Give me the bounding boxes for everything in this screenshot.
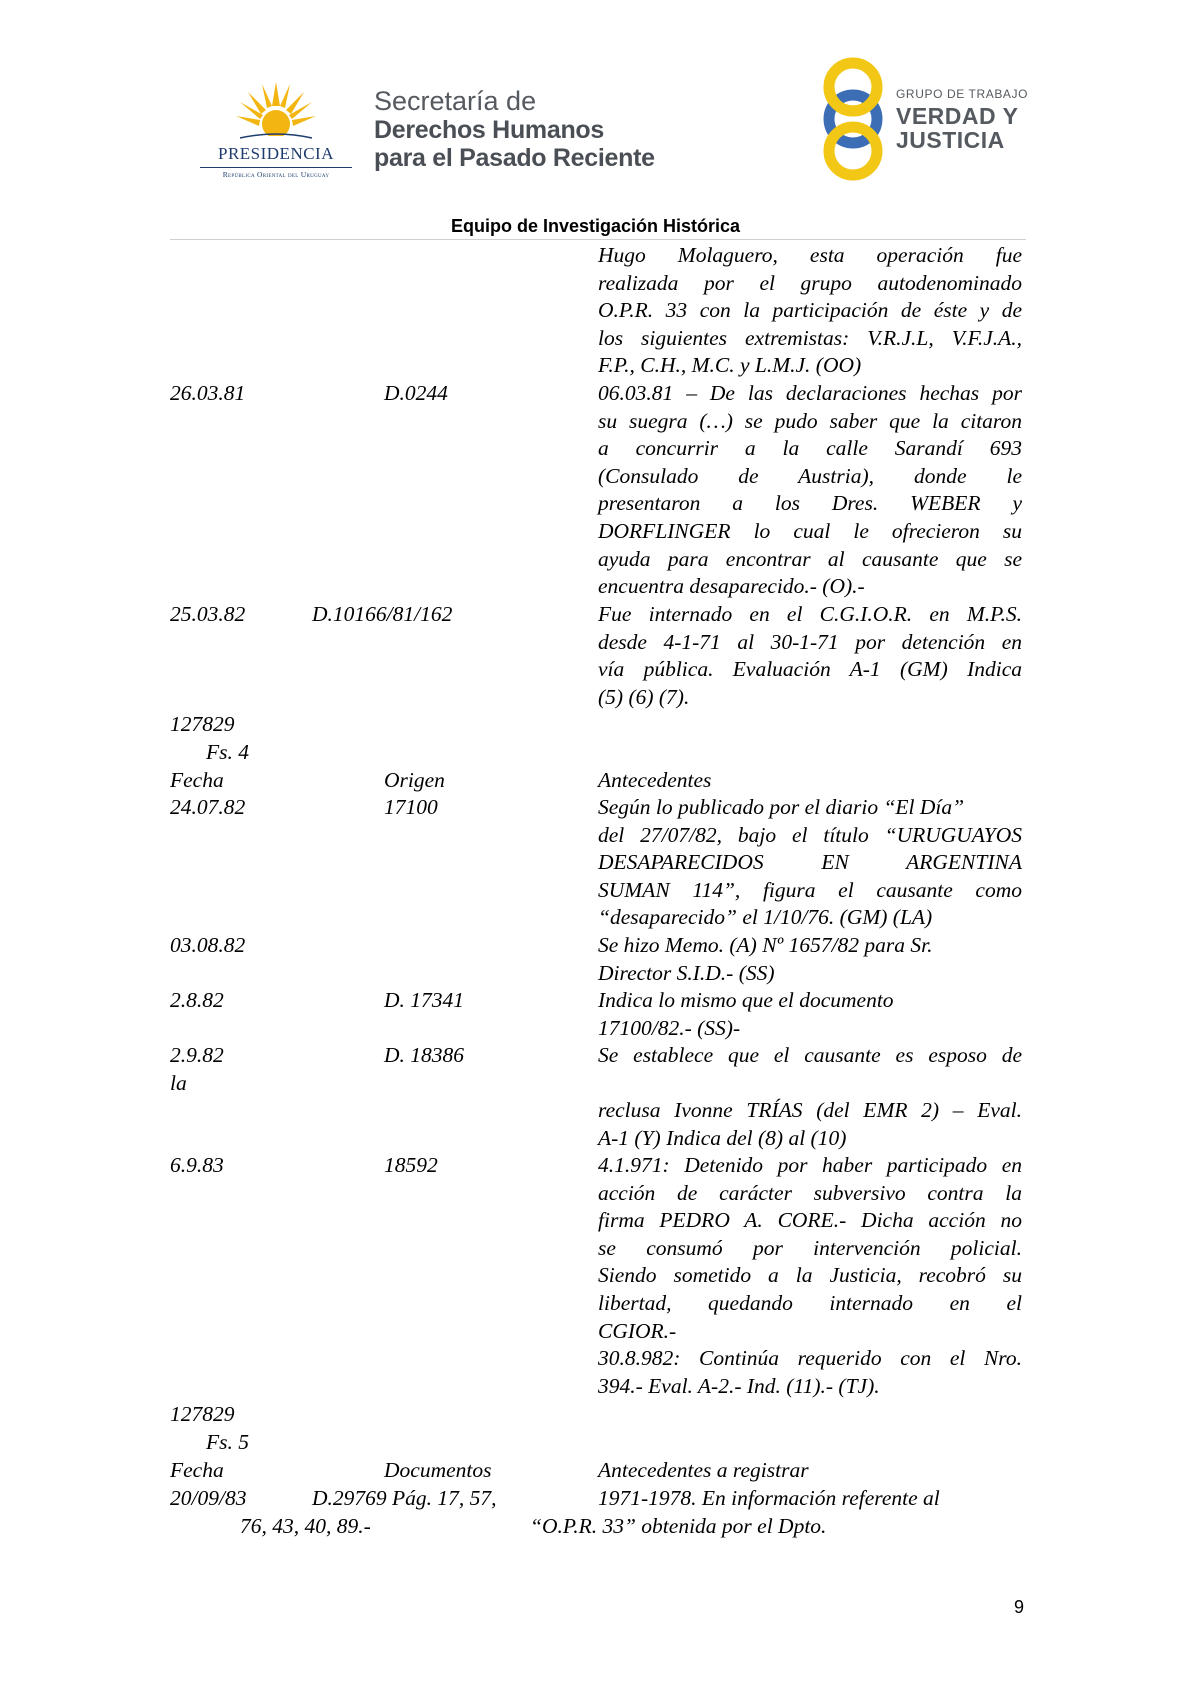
presidencia-subtitle: República Oriental del Uruguay: [222, 170, 330, 179]
text-line: “desaparecido” el 1/10/76. (GM) (LA): [598, 905, 933, 930]
text-line: O.P.R. 33 con la participación de éste y de: [598, 298, 1022, 323]
text-line: F.P., C.H., M.C. y L.M.J. (OO): [598, 353, 862, 378]
team-title: Equipo de Investigación Histórica: [450, 216, 741, 236]
column-header-documentos: Documentos: [384, 1458, 492, 1482]
entry-text: [598, 1042, 1022, 1152]
entry-origin: 17100: [384, 795, 438, 819]
entry-text: [598, 380, 1022, 601]
file-number: 127829: [170, 1402, 235, 1426]
entry-date: 26.03.81: [170, 381, 246, 405]
entry-text: [598, 601, 1022, 711]
column-header-origen: Origen: [384, 768, 445, 792]
text-line: (5) (6) (7).: [598, 684, 690, 709]
text-line: acción de carácter subversivo contra la: [598, 1180, 1022, 1205]
text-line: Director S.I.D.- (SS): [598, 960, 775, 985]
secretaria-line-2: Derechos Humanos: [374, 116, 604, 144]
secretaria-line-3: para el Pasado Reciente: [374, 144, 655, 172]
entry-text: [598, 987, 1022, 1042]
grupo-line-2: VERDAD Y: [896, 103, 1019, 129]
text-line: 4.1.971: Detenido por haber participado en: [598, 1153, 1022, 1177]
entry-documents-cont: 76, 43, 40, 89.-: [240, 1514, 371, 1538]
entry-date: 2.8.82: [170, 988, 224, 1012]
grupo-line-1: GRUPO DE TRABAJO: [896, 87, 1029, 101]
file-number: 127829: [170, 712, 235, 736]
text-line: A-1 (Y) Indica del (8) al (10): [598, 1125, 847, 1150]
text-line: Se hizo Memo. (A) Nº 1657/82 para Sr.: [598, 933, 933, 957]
secretaria-line-1: Secretaría de: [374, 86, 537, 116]
text-line: encuentra desaparecido.- (O).-: [598, 574, 865, 599]
text-line: a concurrir a la calle Sarandí 693: [598, 436, 1022, 461]
text-line: CGIOR.-: [598, 1318, 677, 1343]
text-line: del 27/07/82, bajo el título “URUGUAYOS: [598, 822, 1022, 847]
column-header-antecedentes: Antecedentes: [598, 768, 712, 792]
text-line: Indica lo mismo que el documento: [598, 988, 894, 1012]
text-line: desde 4-1-71 al 30-1-71 por detención en: [598, 629, 1022, 654]
text-line: 06.03.81 – De las declaraciones hechas por: [598, 381, 1022, 405]
text-line: DESAPARECIDOS EN ARGENTINA: [598, 850, 1022, 875]
column-header-fecha: Fecha: [170, 1458, 224, 1482]
text-line: Según lo publicado por el diario “El Día”: [598, 795, 965, 819]
text-line: 394.- Eval. A-2.- Ind. (11).- (TJ).: [598, 1373, 880, 1398]
entry-date: 03.08.82: [170, 933, 246, 957]
presidencia-name: PRESIDENCIA: [217, 144, 334, 163]
header-rule: [170, 239, 1026, 240]
text-line: 30.8.982: Continúa requerido con el Nro.: [598, 1346, 1022, 1371]
entry-origin: D. 17341: [384, 988, 465, 1012]
presidencia-divider: [200, 167, 352, 168]
text-line: libertad, quedando internado en el: [598, 1290, 1022, 1315]
text-line: presentaron a los Dres. WEBER y: [598, 491, 1022, 516]
text-line: Siendo sometido a la Justicia, recobró su: [598, 1263, 1022, 1288]
entry-text: [598, 794, 1022, 932]
text-line: DORFLINGER lo cual le ofrecieron su: [598, 518, 1022, 543]
text-line-blank: [598, 1070, 1022, 1098]
text-line: Hugo Molaguero, esta operación fue: [598, 243, 1022, 267]
text-line: vía pública. Evaluación A-1 (GM) Indica: [598, 657, 1022, 682]
text-line: Se establece que el causante es esposo de: [598, 1043, 1022, 1067]
entry-date: 2.9.82: [170, 1043, 224, 1067]
entry-date: 25.03.82: [170, 602, 246, 626]
entry-origin: D.10166/81/162: [312, 602, 453, 626]
continuation-paragraph: [598, 242, 1022, 380]
folio-label: Fs. 5: [206, 1430, 249, 1454]
text-line: se consumó por intervención policial.: [598, 1235, 1022, 1260]
entry-text-line: 1971-1978. En información referente al: [598, 1486, 940, 1510]
grupo-trabajo-title: [896, 88, 1028, 153]
text-line: realizada por el grupo autodenominado: [598, 270, 1022, 295]
text-line: (Consulado de Austria), donde le: [598, 463, 1022, 488]
entry-text-line: “O.P.R. 33” obtenida por el Dpto.: [530, 1514, 827, 1538]
entry-origin: 18592: [384, 1153, 438, 1177]
entry-date-suffix: la: [170, 1071, 187, 1095]
text-line: Fue internado en el C.G.I.O.R. en M.P.S.: [598, 602, 1022, 626]
text-line: firma PEDRO A. CORE.- Dicha acción no: [598, 1208, 1022, 1233]
entry-origin: D. 18386: [384, 1043, 465, 1067]
folio-label: Fs. 4: [206, 740, 249, 764]
entry-origin: D.0244: [384, 381, 448, 405]
page-number: 9: [1014, 1597, 1025, 1617]
presidencia-logo: [196, 80, 356, 180]
secretaria-title: [374, 88, 655, 174]
entry-date: 24.07.82: [170, 795, 246, 819]
entry-date: 20/09/83: [170, 1486, 247, 1510]
text-line: ayuda para encontrar al causante que se: [598, 546, 1022, 571]
verdad-justicia-rings-logo: [818, 56, 888, 182]
text-line: los siguientes extremistas: V.R.J.L, V.F.J.A.,: [598, 325, 1022, 350]
entry-date: 6.9.83: [170, 1153, 224, 1177]
text-line: SUMAN 114”, figura el causante como: [598, 877, 1022, 902]
text-line: 17100/82.- (SS)-: [598, 1015, 741, 1040]
entry-text: [598, 932, 1022, 987]
entry-documents: D.29769 Pág. 17, 57,: [312, 1486, 497, 1510]
grupo-line-3: JUSTICIA: [896, 127, 1005, 153]
text-line: reclusa Ivonne TRÍAS (del EMR 2) – Eval.: [598, 1098, 1022, 1123]
presidencia-sun-logo: [234, 80, 318, 146]
column-header-fecha: Fecha: [170, 768, 224, 792]
entry-text: [598, 1152, 1022, 1400]
text-line: su suegra (…) se pudo saber que la citaron: [598, 408, 1022, 433]
column-header-antecedentes: Antecedentes a registrar: [598, 1458, 809, 1482]
